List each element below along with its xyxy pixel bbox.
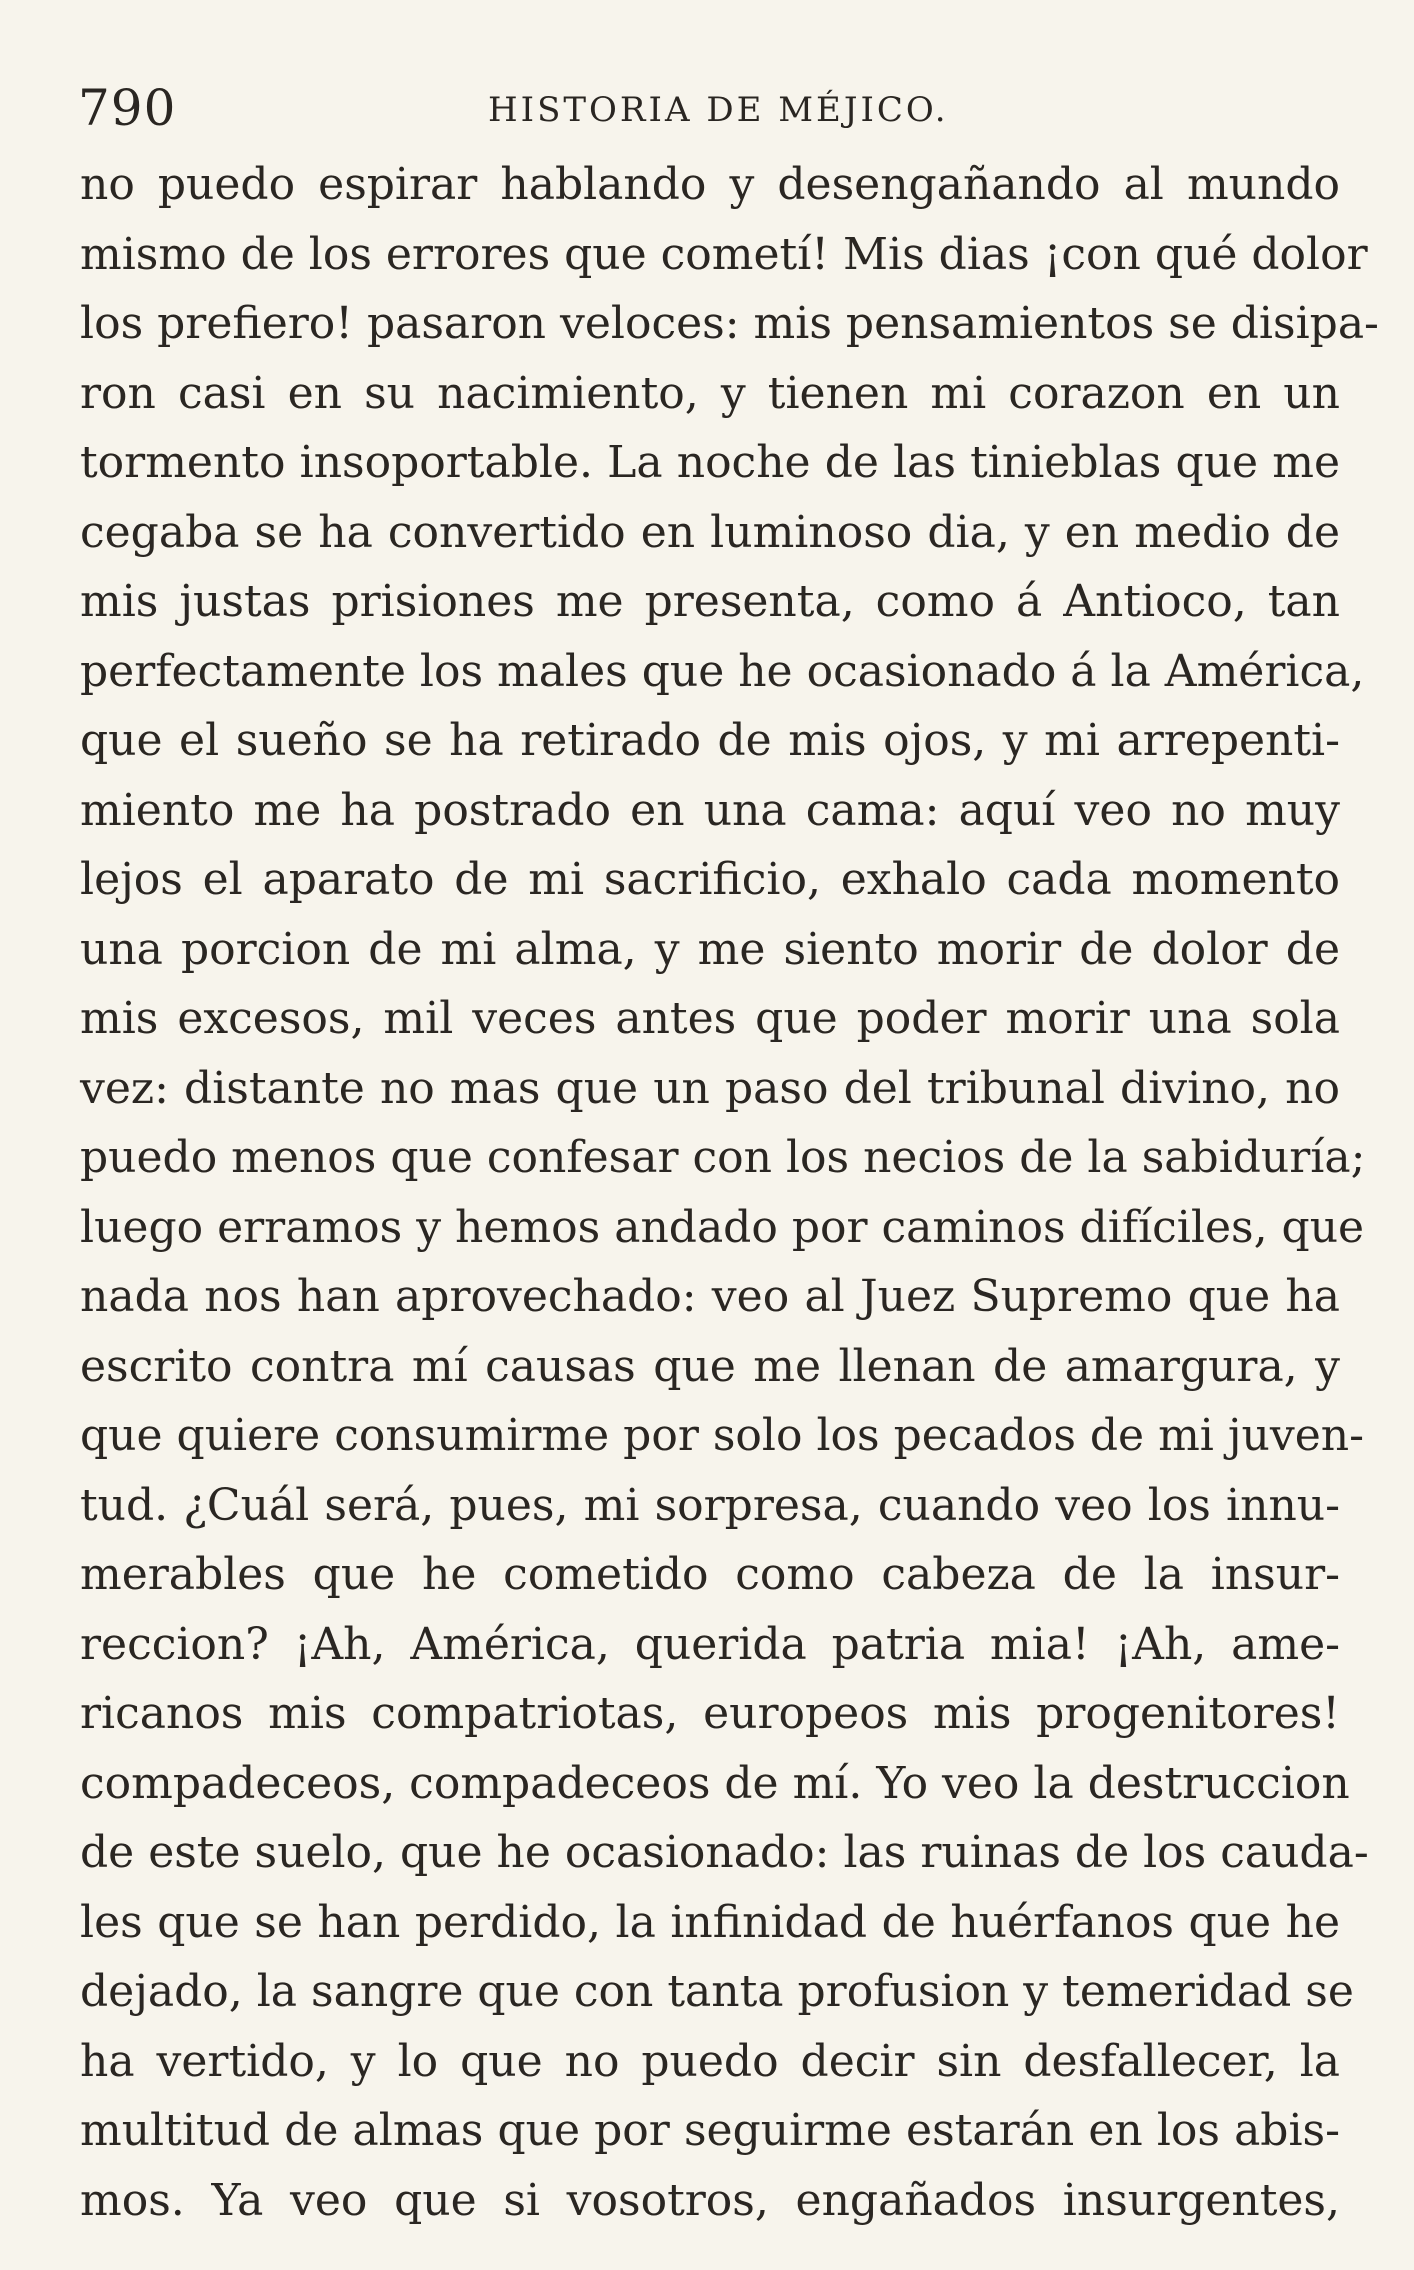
text-line: les que se han perdido, la infinidad de huérfanos que he [80,1896,1340,1948]
text-line: nada nos han aprovechado: veo al Juez Supremo que ha [80,1271,1340,1322]
text-line: los prefiero! pasaron veloces: mis pensamientos se disipa- [80,298,1379,349]
text-line: lejos el aparato de mi sacrificio, exhalo cada momento [80,854,1340,905]
page-number: 790 [78,79,177,137]
text-line: tud. ¿Cuál será, pues, mi sorpresa, cuando veo los innu- [80,1479,1340,1531]
text-line: dejado, la sangre que con tanta profusion y temeridad se [80,1966,1354,2017]
text-line: mis excesos, mil veces antes que poder morir una sola [80,993,1340,1044]
text-line: de este suelo, que he ocasionado: las ruinas de los cauda- [80,1827,1369,1878]
text-line: merables que he cometido como cabeza de la insur- [80,1549,1340,1600]
text-line: puedo menos que confesar con los necios de la sabiduría; [80,1132,1366,1183]
text-line: tormento insoportable. La noche de las tinieblas que me [80,437,1340,488]
text-line: no puedo espirar hablando y desengañando al mundo [80,159,1340,210]
text-line: reccion? ¡Ah, América, querida patria mia! ¡Ah, ame- [80,1618,1340,1670]
page-header [78,78,1338,138]
text-line: cegaba se ha convertido en luminoso dia, y en medio de [80,506,1340,558]
text-line: compadeceos, compadeceos de mí. Yo veo la destruccion [80,1757,1350,1809]
text-line: mos. Ya veo que si vosotros, engañados insurgentes, [80,2174,1340,2226]
body-text [80,150,1379,2235]
text-line: una porcion de mi alma, y me siento morir de dolor de [80,923,1340,975]
text-line: ricanos mis compatriotas, europeos mis progenitores! [80,1688,1340,1739]
running-title: HISTORIA DE MÉJICO. [488,90,949,130]
text-line: mismo de los errores que cometí! Mis dias ¡con qué dolor [80,228,1368,280]
text-line: multitud de almas que por seguirme estarán en los abis- [80,2105,1340,2156]
text-line: vez: distante no mas que un paso del tribunal divino, no [80,1062,1340,1114]
text-line: que el sueño se ha retirado de mis ojos, y mi arrepenti- [80,715,1340,766]
text-line: ron casi en su nacimiento, y tienen mi corazon en un [80,367,1340,419]
text-line: perfectamente los males que he ocasionado á la América, [80,645,1365,697]
text-line: luego erramos y hemos andado por caminos difíciles, que [80,1201,1365,1253]
text-line: que quiere consumirme por solo los pecados de mi juven- [80,1410,1364,1461]
text-line: escrito contra mí causas que me llenan de amargura, y [80,1340,1340,1392]
text-line: mis justas prisiones me presenta, como á Antioco, tan [80,576,1340,627]
text-line: ha vertido, y lo que no puedo decir sin desfallecer, la [80,2035,1340,2087]
text-line: miento me ha postrado en una cama: aquí veo no muy [80,784,1340,836]
